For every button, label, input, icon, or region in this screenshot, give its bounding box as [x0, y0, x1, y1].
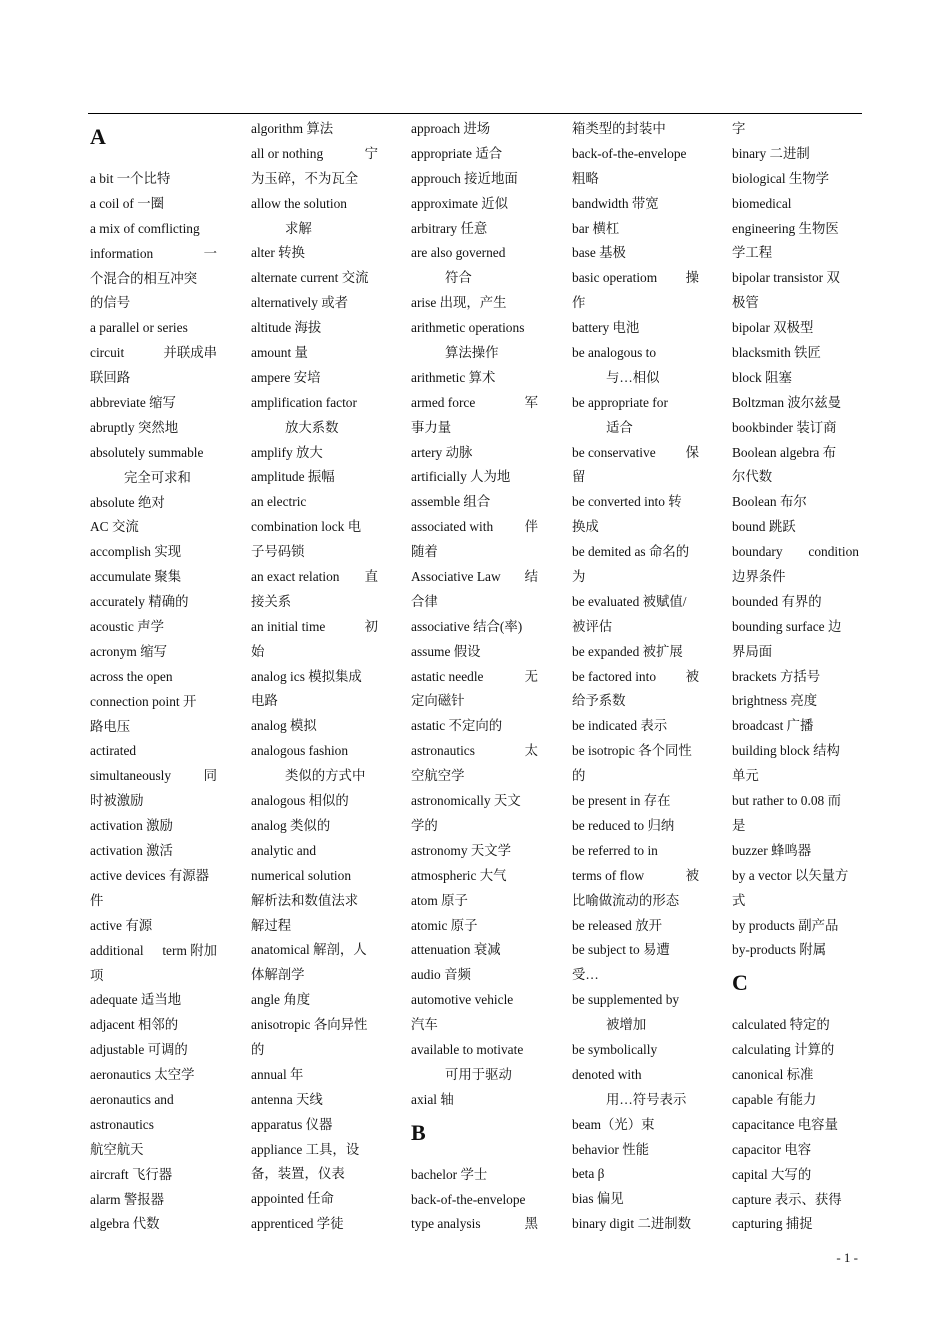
- glossary-line: 粗略: [572, 170, 599, 186]
- glossary-line: acoustic 声学: [90, 619, 165, 635]
- glossary-line: 界局面: [732, 643, 773, 659]
- glossary-column-3: [411, 117, 538, 1237]
- glossary-line: 合律: [411, 593, 438, 609]
- glossary-line: block 阻塞: [732, 369, 792, 385]
- glossary-line: accomplish 实现: [90, 544, 182, 560]
- glossary-line: 比喻做流动的形态: [572, 892, 680, 908]
- glossary-line: back-of-the-envelope: [572, 145, 687, 161]
- glossary-line: aeronautics and: [90, 1091, 174, 1107]
- term-part: armed force: [411, 394, 476, 410]
- glossary-line: an electric: [251, 494, 307, 510]
- glossary-line: base 基极: [572, 245, 626, 261]
- glossary-line: approuch 接近地面: [411, 170, 518, 186]
- glossary-line: 时被激励: [90, 793, 144, 809]
- translation-part: 黑: [524, 1216, 538, 1232]
- glossary-line: 解析法和数值法求: [251, 892, 359, 908]
- glossary-line: anisotropic 各向异性: [251, 1017, 368, 1033]
- glossary-line: beam（光）束: [572, 1116, 655, 1132]
- glossary-line: 被增加: [606, 1017, 647, 1033]
- glossary-line: broadcast 广播: [732, 718, 814, 734]
- glossary-line: calculating 计算的: [732, 1042, 835, 1058]
- glossary-column-4: [572, 117, 699, 1237]
- glossary-line: bounded 有界的: [732, 593, 822, 609]
- glossary-line: Boltzman 波尔兹曼: [732, 394, 841, 410]
- translation-part: term 附加: [162, 942, 217, 958]
- glossary-line: building block 结构: [732, 743, 840, 759]
- glossary-line: [90, 764, 217, 789]
- glossary-line: 为玉碎，不为瓦全: [251, 170, 359, 186]
- translation-part: 伴: [524, 519, 538, 535]
- glossary-line: bandwidth 带宽: [572, 195, 659, 211]
- glossary-line: acronym 缩写: [90, 643, 167, 659]
- glossary-line: 求解: [285, 220, 312, 236]
- glossary-line: 随着: [411, 544, 438, 560]
- glossary-line: astronomy 天文学: [411, 842, 512, 858]
- glossary-line: AC 交流: [90, 519, 139, 535]
- glossary-line: capacitance 电容量: [732, 1116, 838, 1132]
- glossary-line: 接关系: [251, 593, 292, 609]
- glossary-line: 作: [572, 295, 586, 311]
- glossary-line: blacksmith 铁匠: [732, 345, 821, 361]
- glossary-line: 备，装置，仪表: [251, 1166, 345, 1182]
- glossary-line: 换成: [572, 519, 599, 535]
- glossary-line: 给予系数: [572, 693, 626, 709]
- term-part: additional: [90, 942, 144, 958]
- glossary-line: analog 类似的: [251, 817, 331, 833]
- glossary-line: 的: [572, 768, 586, 784]
- translation-part: 宁: [364, 145, 378, 161]
- glossary-line: be evaluated 被赋值/: [572, 593, 687, 609]
- glossary-line: arithmetic 算术: [411, 369, 496, 385]
- glossary-line: analogous 相似的: [251, 793, 349, 809]
- glossary-line: amplification factor: [251, 394, 357, 410]
- glossary-line: [251, 615, 378, 640]
- glossary-line: bipolar transistor 双: [732, 270, 840, 286]
- glossary-line: be appropriate for: [572, 394, 668, 410]
- glossary-line: alarm 警报器: [90, 1191, 165, 1207]
- glossary-line: 留: [572, 469, 586, 485]
- section-letter-heading: C: [732, 970, 748, 996]
- glossary-line: analytic and: [251, 842, 317, 858]
- translation-part: 军: [524, 394, 538, 410]
- glossary-line: bar 横杠: [572, 220, 620, 236]
- glossary-line: 空航空学: [411, 768, 465, 784]
- term-part: astronautics: [411, 743, 475, 759]
- glossary-line: binary digit 二进制数: [572, 1216, 692, 1232]
- glossary-line: 极管: [732, 295, 759, 311]
- glossary-line: 项: [90, 967, 104, 983]
- header-rule: [88, 113, 862, 114]
- glossary-line: behavior 性能: [572, 1141, 649, 1157]
- glossary-line: annual 年: [251, 1066, 304, 1082]
- glossary-line: by products 副产品: [732, 917, 839, 933]
- glossary-line: [572, 441, 699, 466]
- glossary-line: abruptly 突然地: [90, 419, 179, 435]
- glossary-line: audio 音频: [411, 967, 471, 983]
- glossary-line: 受…: [572, 967, 599, 983]
- translation-part: 无: [524, 668, 538, 684]
- glossary-line: connection point 开: [90, 693, 197, 709]
- glossary-line: biomedical: [732, 195, 792, 211]
- translation-part: 直: [364, 569, 378, 585]
- glossary-line: 的信号: [90, 295, 131, 311]
- term-part: associated with: [411, 519, 494, 535]
- term-part: type analysis: [411, 1216, 481, 1232]
- glossary-line: bachelor 学士: [411, 1166, 488, 1182]
- term-part: information: [90, 245, 154, 261]
- glossary-line: analog 模拟: [251, 718, 317, 734]
- glossary-line: 解过程: [251, 917, 292, 933]
- glossary-line: be isotropic 各个同性: [572, 743, 692, 759]
- glossary-line: associative 结合(率): [411, 618, 523, 634]
- glossary-line: abbreviate 缩写: [90, 395, 176, 411]
- glossary-line: 放大系数: [285, 419, 339, 435]
- glossary-line: be present in 存在: [572, 793, 671, 809]
- glossary-line: approximate 近似: [411, 195, 509, 211]
- glossary-line: adjustable 可调的: [90, 1042, 188, 1058]
- glossary-line: analog ics 模拟集成: [251, 668, 362, 684]
- glossary-line: [572, 864, 699, 889]
- glossary-line: be demited as 命名的: [572, 544, 690, 560]
- glossary-line: a parallel or series: [90, 320, 188, 336]
- page-number: - 1 -: [836, 1250, 858, 1265]
- glossary-line: combination lock 电: [251, 519, 362, 535]
- glossary-line: a bit 一个比特: [90, 171, 171, 186]
- glossary-line: 可用于驱动: [445, 1066, 512, 1082]
- glossary-line: be converted into 转: [572, 494, 682, 510]
- section-letter-heading: B: [411, 1119, 426, 1145]
- glossary-line: 航空航天: [90, 1141, 144, 1157]
- glossary-line: 为: [572, 569, 586, 585]
- glossary-line: apparatus 仪器: [251, 1116, 333, 1132]
- glossary-line: capture 表示、获得: [732, 1191, 842, 1207]
- glossary-line: altitude 海拔: [251, 320, 322, 336]
- glossary-line: astronautics: [90, 1116, 154, 1132]
- glossary-line: [572, 266, 699, 291]
- glossary-line: 符合: [445, 270, 472, 286]
- glossary-line: activation 激励: [90, 818, 173, 834]
- glossary-line: calculated 特定的: [732, 1017, 830, 1033]
- term-part: circuit: [90, 345, 125, 361]
- glossary-line: 完全可求和: [124, 469, 191, 485]
- glossary-line: [411, 665, 538, 690]
- glossary-line: appropriate 适合: [411, 145, 503, 161]
- glossary-line: [251, 142, 378, 167]
- glossary-line: 被评估: [572, 618, 613, 634]
- glossary-line: aircraft 飞行器: [90, 1166, 173, 1182]
- glossary-line: allow the solution: [251, 195, 347, 211]
- glossary-line: atmospheric 大气: [411, 867, 507, 883]
- glossary-line: Boolean algebra 布: [732, 444, 837, 460]
- glossary-line: beta β: [572, 1166, 605, 1182]
- glossary-line: activation 激活: [90, 843, 173, 859]
- glossary-line: 个混合的相互冲突: [90, 270, 198, 286]
- glossary-line: atomic 原子: [411, 917, 478, 933]
- term-part: be factored into: [572, 668, 657, 684]
- glossary-line: active 有源: [90, 917, 153, 933]
- glossary-line: buzzer 蜂鸣器: [732, 842, 812, 858]
- glossary-line: capital 大写的: [732, 1166, 812, 1182]
- glossary-line: [411, 565, 538, 590]
- glossary-line: attenuation 衰减: [411, 942, 501, 958]
- glossary-line: back-of-the-envelope: [411, 1191, 526, 1207]
- translation-part: 被: [685, 668, 699, 684]
- translation-part: 初: [364, 618, 378, 634]
- glossary-line: algorithm 算法: [251, 121, 334, 136]
- glossary-line: are also governed: [411, 245, 506, 261]
- glossary-line: approach 进场: [411, 121, 491, 136]
- term-part: basic operatiom: [572, 270, 658, 286]
- glossary-line: anatomical 解剖，人: [251, 942, 367, 958]
- glossary-line: numerical solution: [251, 867, 352, 883]
- glossary-line: 事力量: [411, 419, 452, 435]
- term-part: boundary: [732, 544, 783, 560]
- glossary-line: accumulate 聚集: [90, 569, 182, 585]
- glossary-line: automotive vehicle: [411, 992, 514, 1008]
- glossary-line: [90, 939, 217, 964]
- translation-part: 一: [203, 245, 217, 261]
- glossary-line: accurately 精确的: [90, 594, 189, 610]
- glossary-line: amplitude 振幅: [251, 469, 335, 485]
- glossary-line: [90, 242, 217, 267]
- term-part: terms of flow: [572, 867, 645, 883]
- glossary-line: across the open: [90, 668, 173, 684]
- glossary-line: amplify 放大: [251, 444, 323, 460]
- glossary-line: [251, 565, 378, 590]
- glossary-line: angle 角度: [251, 992, 311, 1008]
- glossary-line: bounding surface 边: [732, 618, 842, 634]
- glossary-line: battery 电池: [572, 320, 640, 336]
- translation-part: 结: [524, 569, 538, 585]
- glossary-line: brightness 亮度: [732, 693, 818, 709]
- glossary-line: assemble 组合: [411, 494, 491, 510]
- glossary-line: alternatively 或者: [251, 295, 349, 311]
- translation-part: 保: [685, 444, 699, 460]
- glossary-line: 件: [90, 892, 104, 908]
- glossary-line: bound 跳跃: [732, 519, 796, 535]
- glossary-line: absolutely summable: [90, 444, 204, 460]
- glossary-line: 学工程: [732, 245, 773, 261]
- glossary-line: 算法操作: [445, 345, 499, 361]
- glossary-line: assume 假设: [411, 643, 481, 659]
- glossary-line: alter 转换: [251, 245, 305, 261]
- glossary-line: 路电压: [90, 718, 131, 734]
- section-letter-heading: A: [90, 124, 106, 149]
- glossary-line: be reduced to 归纳: [572, 817, 675, 833]
- glossary-line: axial 轴: [411, 1091, 454, 1107]
- glossary-line: a mix of comflicting: [90, 220, 200, 236]
- term-part: Associative Law: [411, 569, 501, 585]
- glossary-line: antenna 天线: [251, 1091, 323, 1107]
- glossary-line: be referred to in: [572, 842, 658, 858]
- glossary-line: amount 量: [251, 345, 308, 361]
- glossary-line: [411, 391, 538, 416]
- glossary-line: [572, 665, 699, 690]
- glossary-column-5: [732, 117, 859, 1237]
- term-part: an exact relation: [251, 569, 340, 585]
- translation-part: condition: [808, 544, 859, 560]
- glossary-line: 尔代数: [732, 469, 773, 485]
- glossary-line: appointed 任命: [251, 1191, 334, 1207]
- glossary-line: artificially 人为地: [411, 469, 511, 485]
- glossary-line: actirated: [90, 743, 137, 759]
- glossary-line: 适合: [606, 419, 633, 435]
- glossary-line: 箱类型的封装中: [572, 121, 666, 136]
- term-part: all or nothing: [251, 145, 324, 161]
- glossary-line: ampere 安培: [251, 369, 321, 385]
- glossary-line: be released 放开: [572, 917, 662, 933]
- glossary-line: 汽车: [411, 1017, 438, 1033]
- glossary-line: 与…相似: [606, 369, 660, 385]
- glossary-line: 字: [732, 121, 746, 136]
- glossary-line: by a vector 以矢量方: [732, 867, 849, 883]
- translation-part: 被: [685, 867, 699, 883]
- glossary-line: 是: [732, 817, 746, 833]
- glossary-line: 联回路: [90, 370, 131, 386]
- glossary-line: artery 动脉: [411, 444, 473, 460]
- glossary-line: be indicated 表示: [572, 718, 668, 734]
- translation-part: 同: [203, 768, 217, 784]
- glossary-line: binary 二进制: [732, 145, 810, 161]
- glossary-line: canonical 标准: [732, 1067, 814, 1083]
- glossary-line: arithmetic operations: [411, 320, 525, 336]
- term-part: be conservative: [572, 444, 656, 460]
- glossary-line: absolute 绝对: [90, 494, 165, 510]
- term-part: astatic needle: [411, 668, 484, 684]
- glossary-line: 学的: [411, 817, 438, 833]
- glossary-line: 定向磁针: [411, 693, 465, 709]
- glossary-line: 电路: [251, 693, 278, 709]
- glossary-line: be subject to 易遭: [572, 942, 670, 958]
- glossary-line: apprenticed 学徒: [251, 1216, 344, 1232]
- glossary-line: bookbinder 装订商: [732, 419, 837, 435]
- glossary-line: 始: [251, 643, 265, 659]
- glossary-column-2: [251, 117, 378, 1237]
- translation-part: 并联成串: [163, 345, 217, 361]
- translation-part: 操: [685, 270, 699, 286]
- glossary-line: biological 生物学: [732, 170, 830, 186]
- glossary-line: be supplemented by: [572, 992, 680, 1008]
- glossary-line: bipolar 双极型: [732, 320, 814, 336]
- glossary-line: by-products 附属: [732, 942, 827, 958]
- glossary-line: [411, 739, 538, 764]
- glossary-line: [732, 540, 859, 565]
- glossary-line: a coil of 一圈: [90, 195, 165, 211]
- glossary-line: analogous fashion: [251, 743, 349, 759]
- glossary-line: astronomically 天文: [411, 793, 521, 809]
- glossary-line: alternate current 交流: [251, 270, 369, 286]
- glossary-line: arise 出现，产生: [411, 295, 507, 311]
- glossary-line: appliance 工具，设: [251, 1141, 360, 1157]
- glossary-line: available to motivate: [411, 1041, 524, 1057]
- term-part: simultaneously: [90, 768, 172, 784]
- glossary-line: 用…符号表示: [606, 1091, 687, 1107]
- glossary-line: brackets 方括号: [732, 668, 821, 684]
- glossary-line: Boolean 布尔: [732, 494, 807, 510]
- glossary-line: arbitrary 任意: [411, 220, 488, 236]
- glossary-line: 式: [732, 892, 746, 908]
- glossary-line: 子号码锁: [251, 544, 305, 560]
- glossary-line: 边界条件: [732, 569, 786, 585]
- glossary-line: be expanded 被扩展: [572, 643, 683, 659]
- glossary-line: capable 有能力: [732, 1091, 817, 1107]
- glossary-line: algebra 代数: [90, 1216, 160, 1232]
- glossary-line: adjacent 相邻的: [90, 1017, 179, 1033]
- glossary-line: be analogous to: [572, 345, 657, 361]
- glossary-line: capacitor 电容: [732, 1141, 812, 1157]
- glossary-line: 体解剖学: [251, 967, 305, 983]
- glossary-line: bias 偏见: [572, 1191, 624, 1207]
- glossary-line: active devices 有源器: [90, 867, 209, 883]
- glossary-line: 单元: [732, 768, 759, 784]
- glossary-line: 的: [251, 1041, 265, 1057]
- translation-part: 太: [524, 743, 538, 759]
- glossary-line: adequate 适当地: [90, 992, 182, 1008]
- glossary-line: [411, 1212, 538, 1237]
- glossary-line: [90, 341, 217, 366]
- glossary-line: 类似的方式中: [285, 768, 366, 784]
- glossary-line: denoted with: [572, 1066, 642, 1082]
- glossary-line: capturing 捕捉: [732, 1216, 813, 1232]
- glossary-line: engineering 生物医: [732, 220, 839, 236]
- glossary-column-1: [90, 117, 217, 1237]
- glossary-line: but rather to 0.08 而: [732, 793, 841, 809]
- glossary-line: astatic 不定向的: [411, 718, 503, 734]
- glossary-line: [411, 515, 538, 540]
- glossary-line: be symbolically: [572, 1041, 658, 1057]
- glossary-line: atom 原子: [411, 892, 468, 908]
- glossary-line: aeronautics 太空学: [90, 1067, 195, 1083]
- term-part: an initial time: [251, 618, 326, 634]
